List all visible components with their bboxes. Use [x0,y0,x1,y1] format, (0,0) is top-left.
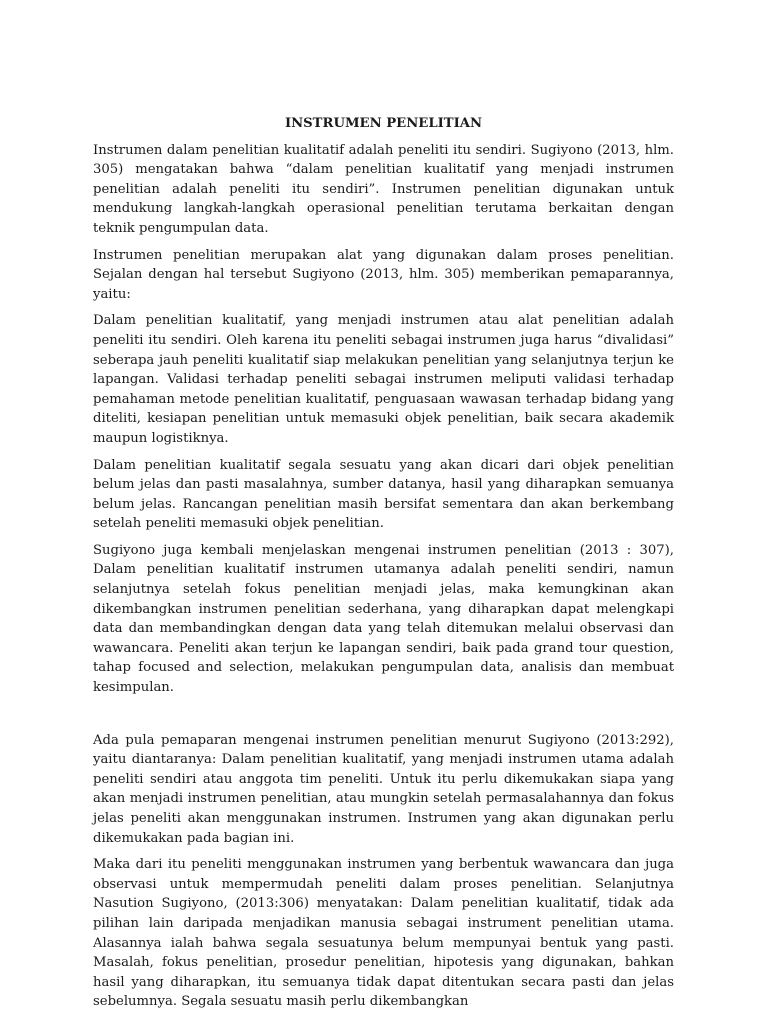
document-page [93,114,674,1019]
paragraph-6: Ada pula pemaparan mengenai instrumen penelitian menurut Sugiyono (2013:292), yaitu diantaranya: Dalam penelitian kualitatif, yang menjadi instrumen utama adalah peneliti sendiri atau anggota tim peneliti. Untuk itu perlu dikemukakan siapa yang akan menjadi instrumen penelitian, atau mungkin setelah permasalahannya dan fokus jelas peneliti akan menggunakan instrumen. Instrumen yang akan digunakan perlu dikemukakan pada bagian ini. [93,732,674,846]
paragraph-7: Maka dari itu peneliti menggunakan instrumen yang berbentuk wawancara dan juga observasi untuk mempermudah peneliti dalam proses penelitian. Selanjutnya Nasution Sugiyono, (2013:306) menyatakan: Dalam penelitian kualitatif, tidak ada pilihan lain daripada menjadikan manusia sebagai instrument penelitian utama. Alasannya ialah bahwa segala sesuatunya belum mempunyai bentuk yang pasti. Masalah, fokus penelitian, prosedur penelitian, hipotesis yang digunakan, bahkan hasil yang diharapkan, itu semuanya tidak dapat ditentukan secara pasti dan jelas sebelumnya. Segala sesuatu masih perlu dikembangkan [93,857,674,1010]
blank-line [93,705,674,731]
paragraph-1: Instrumen dalam penelitian kualitatif adalah peneliti itu sendiri. Sugiyono (2013, hlm. 305) mengatakan bahwa “dalam penelitian kualitatif yang menjadi instrumen penelitian adalah peneliti itu sendiri”. Instrumen penelitian digunakan untuk mendukung langkah-langkah operasional penelitian terutama berkaitan dengan teknik pengumpulan data. [93,142,674,236]
paragraph-5: Sugiyono juga kembali menjelaskan mengenai instrumen penelitian (2013 : 307), Dalam penelitian kualitatif instrumen utamanya adalah peneliti sendiri, namun selanjutnya setelah fokus penelitian menjadi jelas, maka kemungkinan akan dikembangkan instrumen penelitian sederhana, yang diharapkan dapat melengkapi data dan membandingkan dengan data yang telah ditemukan melalui observasi dan wawancara. Peneliti akan terjun ke lapangan sendiri, baik pada grand tour question, tahap focused and selection, melakukan pengumpulan data, analisis dan membuat kesimpulan. [93,542,674,696]
paragraph-4: Dalam penelitian kualitatif segala sesuatu yang akan dicari dari objek penelitian belum jelas dan pasti masalahnya, sumber datanya, hasil yang diharapkan semuanya belum jelas. Rancangan penelitian masih bersifat sementara dan akan berkembang setelah peneliti memasuki objek penelitian. [93,457,674,532]
document-title: INSTRUMEN PENELITIAN [284,116,483,131]
paragraph-2: Instrumen penelitian merupakan alat yang digunakan dalam proses penelitian. Sejalan dengan hal tersebut Sugiyono (2013, hlm. 305) memberikan pemaparannya, yaitu: [93,247,674,302]
quote-paragraph: Dalam penelitian kualitatif, yang menjadi instrumen atau alat penelitian adalah peneliti itu sendiri. Oleh karena itu peneliti sebagai instrumen juga harus “divalidasi” seberapa jauh peneliti kualitatif siap melakukan penelitian yang selanjutnya terjun ke lapangan. Validasi terhadap peneliti sebagai instrumen meliputi validasi terhadap pemahaman metode penelitian kualitatif, penguasaan wawasan terhadap bidang yang diteliti, kesiapan penelitian untuk memasuki objek penelitian, baik secara akademik maupun logistiknya. [93,313,674,446]
